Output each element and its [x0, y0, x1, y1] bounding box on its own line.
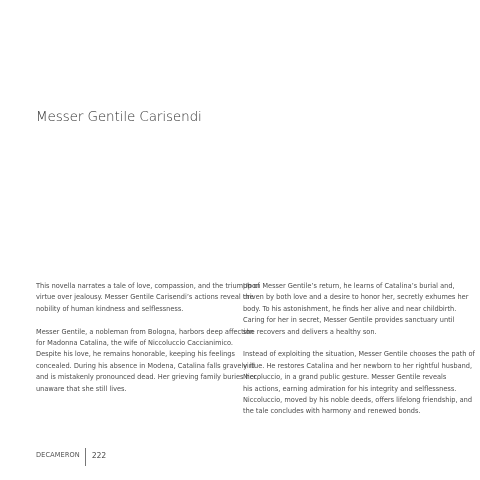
text-line: she recovers and delivers a healthy son.	[243, 327, 377, 336]
right-paragraph-2	[243, 349, 475, 417]
left-paragraph-2	[36, 327, 258, 395]
text-line: driven by both love and a desire to honor her, secretly exhumes her	[243, 293, 469, 302]
text-line: Upon Messer Gentile’s return, he learns of Catalina’s burial and,	[243, 282, 455, 290]
left-column	[36, 281, 258, 395]
text-line: body. To his astonishment, he finds her alive and near childbirth.	[243, 304, 457, 313]
text-line: virtue over jealousy. Messer Gentile Carisendi’s actions reveal the	[36, 293, 254, 302]
text-line: Niccoluccio, in a grand public gesture. Messer Gentile reveals	[243, 373, 447, 382]
text-line: nobility of human kindness and selflessness.	[36, 304, 184, 313]
right-column	[243, 281, 475, 418]
page-title: Messer Gentile Carisendi	[36, 109, 202, 125]
page-number: 222	[91, 450, 107, 460]
text-line: Niccoluccio, moved by his noble deeds, offers lifelong friendship, and	[243, 396, 473, 405]
text-line: and is mistakenly pronounced dead. Her grieving family buries her,	[36, 373, 259, 382]
page-footer	[36, 446, 106, 464]
text-line: unaware that she still lives.	[36, 384, 127, 393]
text-line: This novella narrates a tale of love, compassion, and the triumph of	[36, 282, 260, 290]
text-line: for Madonna Catalina, the wife of Niccoluccio Caccianimico.	[36, 339, 233, 348]
text-line: Messer Gentile, a nobleman from Bologna, harbors deep affection	[36, 327, 254, 336]
text-line: Despite his love, he remains honorable, keeping his feelings	[36, 350, 235, 359]
text-line: the tale concludes with harmony and renewed bonds.	[243, 407, 421, 416]
text-line: Caring for her in secret, Messer Gentile provides sanctuary until	[243, 316, 455, 325]
right-paragraph-1	[243, 281, 469, 338]
text-line: Instead of exploiting the situation, Messer Gentile chooses the path of	[243, 350, 475, 359]
running-footer-title: DECAMERON	[36, 451, 80, 459]
text-line: his actions, earning admiration for his integrity and selflessness.	[243, 384, 457, 393]
text-line: virtue. He restores Catalina and her newborn to her rightful husband,	[243, 361, 473, 370]
footer-divider	[85, 448, 86, 466]
left-paragraph-1	[36, 281, 258, 315]
text-line: concealed. During his absence in Modena, Catalina falls gravely ill	[36, 361, 255, 370]
